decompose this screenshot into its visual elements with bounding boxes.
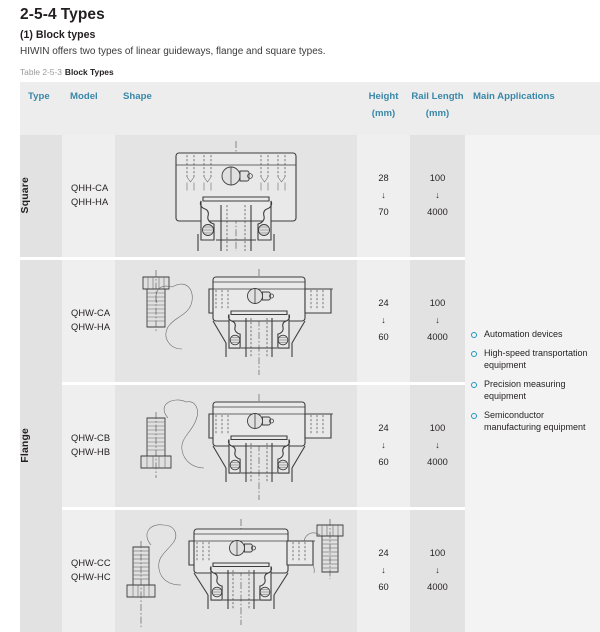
model-name: QHW-CA <box>71 308 111 319</box>
type-group-square <box>20 135 62 257</box>
bullet-circle-icon <box>471 382 477 388</box>
heading-block <box>0 0 600 77</box>
shape-cell-flange-a <box>115 260 357 382</box>
height-max: 70 <box>378 207 389 218</box>
height-max: 60 <box>378 582 389 593</box>
rail-length-max: 4000 <box>427 582 448 593</box>
model-cell <box>62 385 115 507</box>
table-row <box>20 135 600 257</box>
column-header-model: Model <box>62 82 115 134</box>
square-block-drawing <box>161 139 311 253</box>
type-group-label: Square <box>20 177 31 214</box>
type-group-label: Flange <box>20 428 31 464</box>
applications-list <box>471 329 594 434</box>
model-cell <box>62 135 115 257</box>
model-name: QHW-CC <box>71 558 111 569</box>
rail-length-cell <box>410 385 465 507</box>
height-range-arrow: ↓ <box>381 190 386 201</box>
column-header-type: Type <box>20 82 62 134</box>
rail-length-range-arrow: ↓ <box>435 440 440 451</box>
block-types-table <box>20 82 600 631</box>
column-header-shape: Shape <box>115 82 357 134</box>
main-applications-cell <box>465 135 600 632</box>
table-caption-number: Table 2-5-3 <box>20 67 62 78</box>
list-item <box>471 410 594 434</box>
column-header-main-applications: Main Applications <box>465 82 600 134</box>
application-label: Semiconductor manufacturing equipment <box>484 410 586 433</box>
flange-block-drawing-bolt-both-sides <box>117 515 355 627</box>
rail-length-range-arrow: ↓ <box>435 315 440 326</box>
height-max: 60 <box>378 332 389 343</box>
application-label: Automation devices <box>484 329 563 340</box>
height-range-arrow: ↓ <box>381 440 386 451</box>
height-cell <box>357 510 410 632</box>
rail-length-range-arrow: ↓ <box>435 565 440 576</box>
flange-block-drawing-bolt-top-left <box>121 265 351 377</box>
column-header-height-unit: (mm) <box>371 108 396 120</box>
type-group-flange <box>20 260 62 632</box>
height-range-arrow: ↓ <box>381 315 386 326</box>
column-header-rail-length <box>410 82 465 134</box>
rail-length-max: 4000 <box>427 457 448 468</box>
application-label: Precision measuring equipment <box>484 379 566 402</box>
table-caption-name: Block Types <box>64 67 114 78</box>
table-caption <box>20 67 600 77</box>
section-title: Types <box>60 6 105 23</box>
model-name: QHW-HA <box>71 321 111 332</box>
list-item <box>471 348 594 372</box>
application-label: High-speed transportation equipment <box>484 348 588 371</box>
rail-length-min: 100 <box>429 297 446 308</box>
flange-block-drawing-bolt-bottom-left <box>121 390 351 502</box>
bullet-circle-icon <box>471 413 477 419</box>
model-name: QHW-HC <box>71 571 111 582</box>
model-cell <box>62 510 115 632</box>
shape-cell-flange-b <box>115 385 357 507</box>
rail-length-min: 100 <box>429 172 446 183</box>
model-name: QHH-CA <box>71 183 109 194</box>
intro-paragraph: HIWIN offers two types of linear guideways, flange and square types. <box>20 45 326 57</box>
rail-length-cell <box>410 510 465 632</box>
list-item <box>471 329 594 341</box>
model-name: QHW-CB <box>71 433 111 444</box>
table-header-row <box>20 82 600 134</box>
shape-cell-flange-c <box>115 510 357 632</box>
rail-length-cell <box>410 135 465 257</box>
bullet-circle-icon <box>471 332 477 338</box>
height-cell <box>357 385 410 507</box>
height-cell <box>357 135 410 257</box>
subsection-title: (1) Block types <box>20 29 96 42</box>
height-min: 24 <box>378 547 389 558</box>
height-min: 28 <box>378 172 389 183</box>
column-header-rail-length-label: Rail Length <box>411 91 464 103</box>
height-max: 60 <box>378 457 389 468</box>
shape-cell-square <box>115 135 357 257</box>
rail-length-range-arrow: ↓ <box>435 190 440 201</box>
rail-length-min: 100 <box>429 422 446 433</box>
column-header-height-label: Height <box>368 91 399 103</box>
model-cell <box>62 260 115 382</box>
height-min: 24 <box>378 422 389 433</box>
rail-length-cell <box>410 260 465 382</box>
section-number: 2-5-4 <box>20 6 57 23</box>
rail-length-min: 100 <box>429 547 446 558</box>
list-item <box>471 379 594 403</box>
model-name: QHW-HB <box>71 446 111 457</box>
bullet-circle-icon <box>471 351 477 357</box>
rail-length-max: 4000 <box>427 207 448 218</box>
height-range-arrow: ↓ <box>381 565 386 576</box>
column-header-height <box>357 82 410 134</box>
height-min: 24 <box>378 297 389 308</box>
model-name: QHH-HA <box>71 196 109 207</box>
page-title <box>20 6 600 23</box>
column-header-rail-length-unit: (mm) <box>425 108 450 120</box>
height-cell <box>357 260 410 382</box>
rail-length-max: 4000 <box>427 332 448 343</box>
